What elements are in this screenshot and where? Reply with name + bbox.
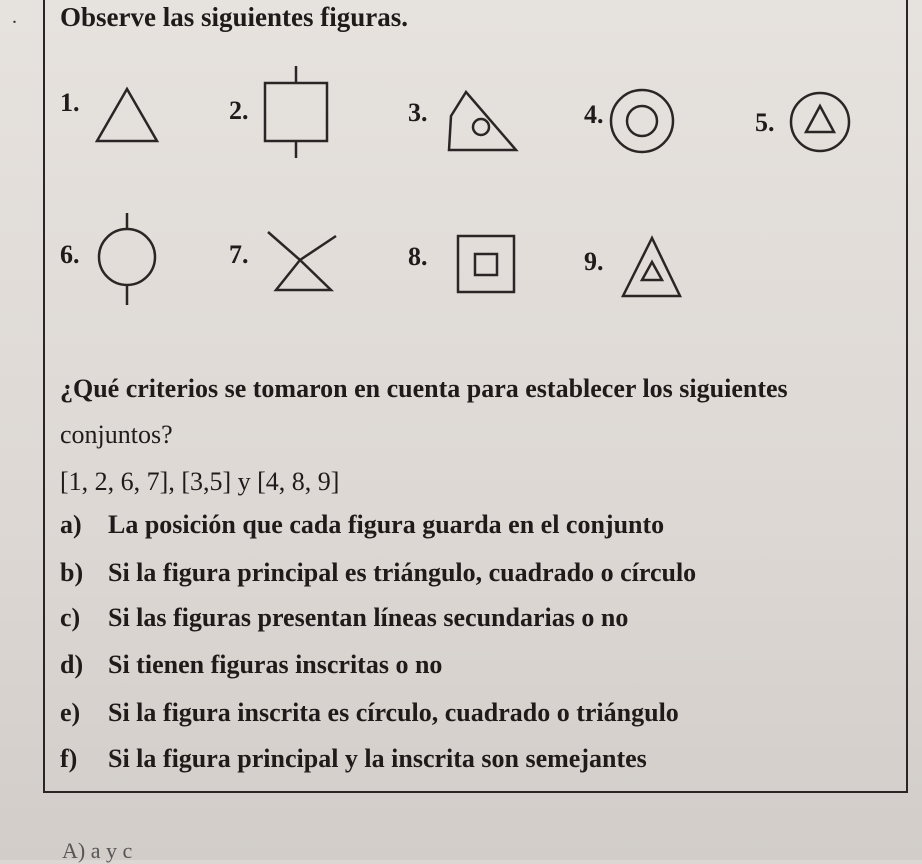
option-c: c) Si las figuras presentan líneas secundarias o no xyxy=(60,603,629,632)
figure-number-8: 8. xyxy=(408,242,428,271)
triangle-with-inner-circle-icon xyxy=(449,92,516,150)
answer-option-partial: A) a y c xyxy=(62,838,133,863)
figure-number-7: 7. xyxy=(229,240,249,269)
option-b: b) Si la figura principal es triángulo, cuadrado o círculo xyxy=(60,558,697,587)
triangle-icon xyxy=(97,89,157,141)
figure-number-5: 5. xyxy=(755,108,775,137)
question-line-1: ¿Qué criterios se tomaron en cuenta para establecer los siguientes xyxy=(60,374,788,403)
option-d: d) Si tienen figuras inscritas o no xyxy=(60,650,443,679)
circle-with-lines-icon xyxy=(99,213,155,305)
circle-with-inner-triangle-icon xyxy=(791,93,849,151)
circle-with-inner-circle-icon xyxy=(611,90,673,152)
figure-number-4: 4. xyxy=(584,100,604,129)
square-with-lines-icon xyxy=(265,66,327,158)
triangle-with-lines-icon xyxy=(268,232,336,290)
option-a: a) La posición que cada figura guarda en el conjunto xyxy=(60,510,665,539)
sets-list: [1, 2, 6, 7], [3,5] y [4, 8, 9] xyxy=(60,467,340,496)
margin-dot: . xyxy=(12,6,17,28)
figure-number-6: 6. xyxy=(60,240,80,269)
figures-drawing xyxy=(0,0,922,360)
square-with-inner-square-icon xyxy=(458,236,514,292)
option-f: f) Si la figura principal y la inscrita son semejantes xyxy=(60,744,647,773)
figure-number-1: 1. xyxy=(60,88,80,117)
figure-number-9: 9. xyxy=(584,247,604,276)
option-e: e) Si la figura inscrita es círculo, cuadrado o triángulo xyxy=(60,698,679,727)
triangle-with-inner-triangle-icon xyxy=(623,238,680,296)
instruction-title: Observe las siguientes figuras. xyxy=(60,2,408,32)
figure-number-2: 2. xyxy=(229,96,249,125)
figure-number-3: 3. xyxy=(408,98,428,127)
question-line-2: conjuntos? xyxy=(60,420,173,449)
